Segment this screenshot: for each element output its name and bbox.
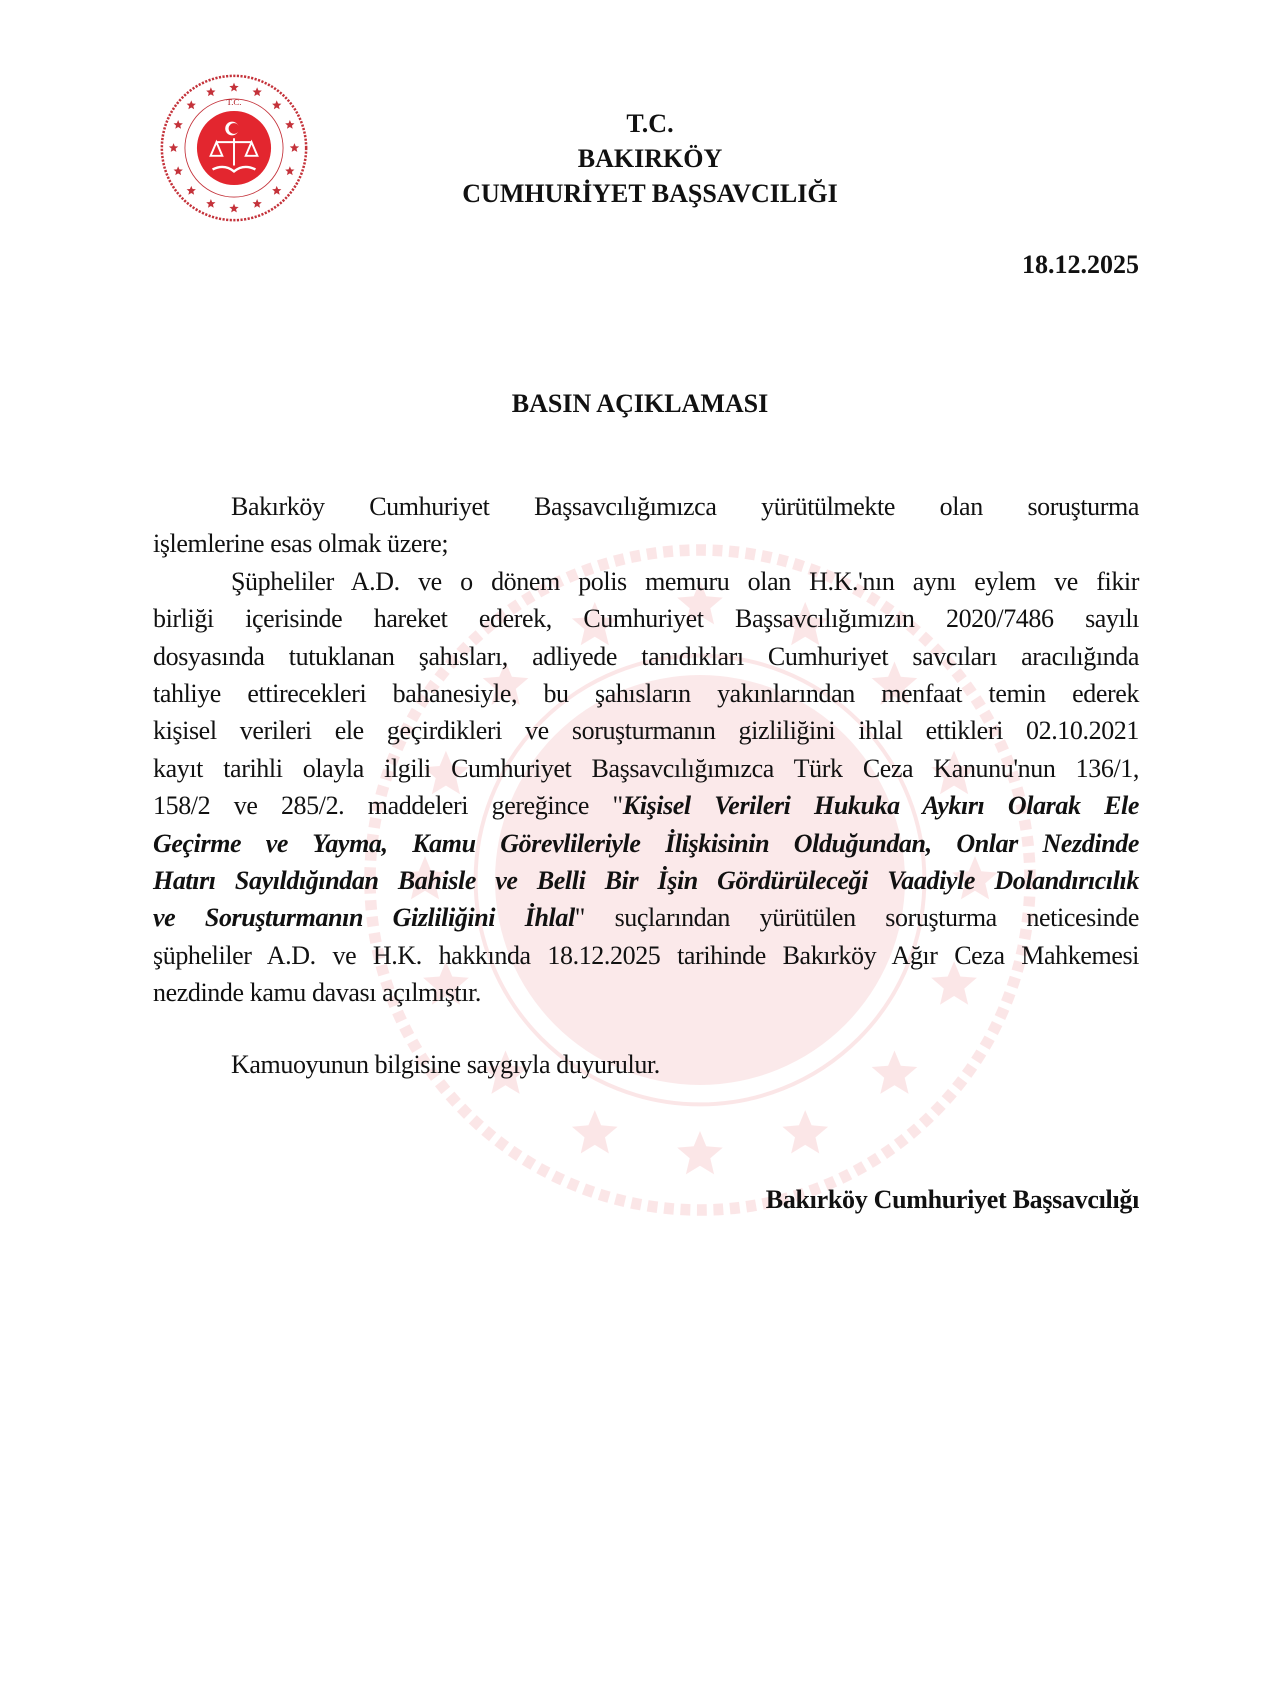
body-line [153,675,1139,712]
body-text: 158/2 ve 285/2. maddeleri gereğince " [153,791,623,821]
star-icon [206,87,215,96]
body-line [153,862,1139,899]
offence-title-text: Geçirme ve Yayma, Kamu Görevlileriyle İlişkisinin Olduğundan, Onlar Nezdinde [153,828,1139,858]
star-icon [174,166,183,175]
star-icon [572,1110,618,1153]
body-text: şüpheliler A.D. ve H.K. hakkında 18.12.2025 tarihinde Bakırköy Ağır Ceza Mahkemesi [153,940,1139,970]
body-line [153,712,1139,749]
body-text: dosyasında tutuklanan şahısları, adliyede tanıdıkları Cumhuriyet savcıları aracılığında [153,641,1139,671]
closing-line: Kamuoyunun bilgisine saygıyla duyurulur. [231,1050,660,1079]
body-line [153,525,1139,562]
star-icon [169,143,178,152]
star-icon [229,83,238,92]
star-icon [206,199,215,208]
star-icon [187,100,196,109]
star-icon [272,100,281,109]
body-text: " suçlarından yürütülen soruşturma neticesinde [574,903,1139,933]
body-line [153,937,1139,974]
prosecutor-office-seal-logo [156,70,312,226]
body-text: tahliye ettirecekleri bahanesiyle, bu şahısların yakınlarından menfaat temin ederek [153,678,1139,708]
body-line [153,899,1139,936]
document-date: 18.12.2025 [1022,250,1139,279]
body-line [153,488,1139,525]
document-body [153,488,1139,1011]
body-text: işlemlerine esas olmak üzere; [153,529,449,559]
star-icon [290,143,299,152]
body-line [153,974,1139,1011]
body-text: Şüpheliler A.D. ve o dönem polis memuru olan H.K.'nın aynı eylem ve fikir [231,566,1139,596]
body-text: nezdinde kamu davası açılmıştır. [153,978,481,1008]
star-icon [872,1051,918,1094]
body-line [153,787,1139,824]
body-line [153,638,1139,675]
svg-text:T.C.: T.C. [226,97,242,108]
document-title: BASIN AÇIKLAMASI [511,389,769,418]
star-icon [253,87,262,96]
signature: Bakırköy Cumhuriyet Başsavcılığı [765,1185,1139,1214]
body-text: birliği içerisinde hareket ederek, Cumhuriyet Başsavcılığımızın 2020/7486 sayılı [153,604,1139,634]
star-icon [272,186,281,195]
star-icon [174,120,183,129]
offence-title-text: Hatırı Sayıldığından Bahisle ve Belli Bir İşin Gördürüleceği Vaadiyle Dolandırıcılık [153,865,1139,895]
offence-title-text: Kişisel Verileri Hukuka Aykırı Olarak Ele [622,791,1139,821]
body-text: Bakırköy Cumhuriyet Başsavcılığımızca yürütülmekte olan soruşturma [231,492,1139,521]
header-tc: T.C. [626,109,674,138]
header-city: BAKIRKÖY [577,144,723,173]
star-icon [187,186,196,195]
body-line [153,600,1139,637]
star-icon [782,1110,828,1153]
body-text: kişisel verileri ele geçirdikleri ve soruşturmanın gizliliğini ihlal ettikleri 02.10.2021 [153,716,1139,746]
body-line [153,563,1139,600]
body-text: kayıt tarihli olayla ilgili Cumhuriyet Başsavcılığımızca Türk Ceza Kanunu'nun 136/1, [153,753,1139,783]
body-line [153,750,1139,787]
star-icon [229,204,238,213]
star-icon [285,120,294,129]
star-icon [285,166,294,175]
star-icon [253,199,262,208]
offence-title-text: ve Soruşturmanın Gizliliğini İhlal [153,903,575,933]
star-icon [677,1131,723,1174]
header-office: CUMHURİYET BAŞSAVCILIĞI [462,179,838,208]
body-line [153,825,1139,862]
